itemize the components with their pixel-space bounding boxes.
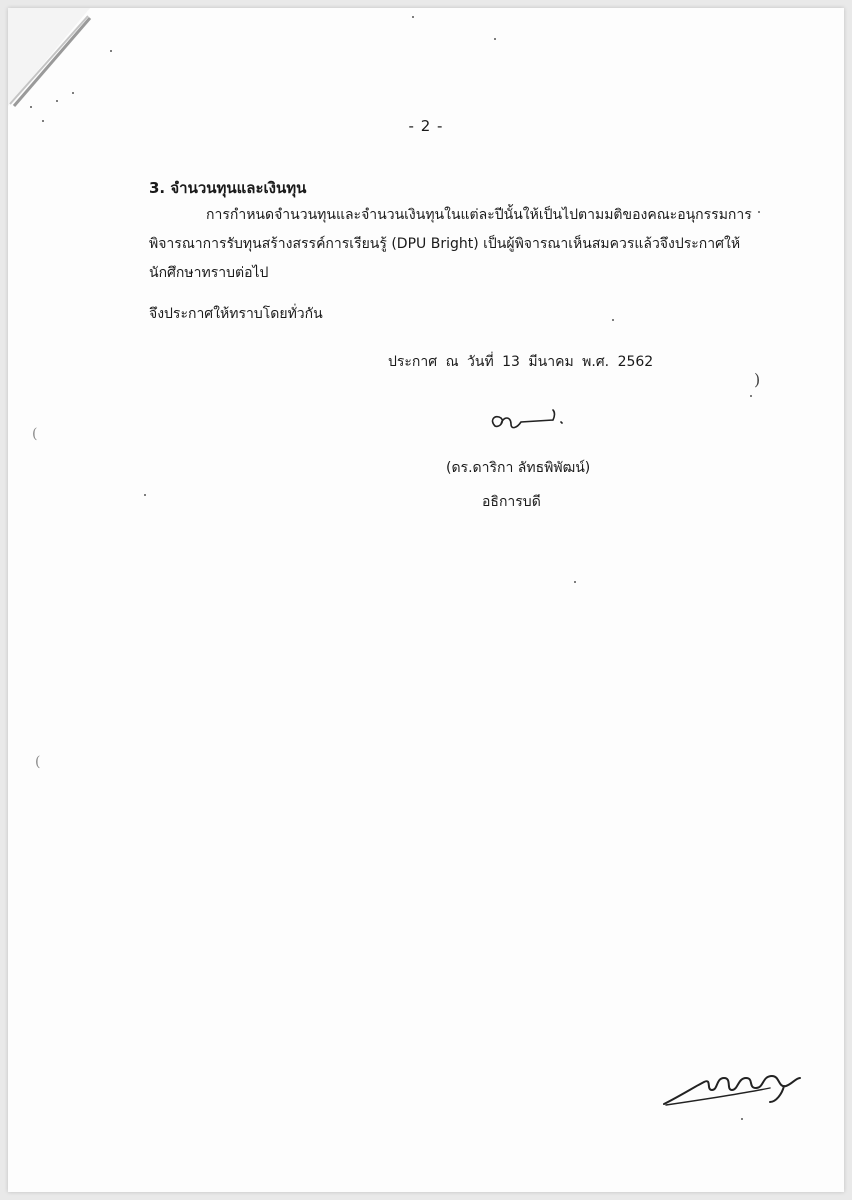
scan-speck [144,494,146,496]
section-paragraph [149,201,752,288]
announcement-date: ประกาศ ณ วันที่ 13 มีนาคม พ.ศ. 2562 [388,354,654,370]
signature-image [481,404,571,438]
section-heading: 3. จำนวนทุนและเงินทุน [149,179,307,197]
scan-mark: ) [754,370,761,389]
scan-speck [30,106,32,108]
page-number: - 2 - [408,117,444,135]
signatory-title: อธิการบดี [482,494,541,510]
scan-speck [42,120,44,122]
scan-speck [612,319,614,321]
scan-speck [412,16,414,18]
document-page [8,8,844,1192]
scan-speck [741,1118,743,1120]
scan-speck [72,92,74,94]
folded-corner-mark [8,8,108,108]
paragraph-line: นักศึกษาทราบต่อไป [149,265,269,281]
initials-signature-image [660,1064,810,1109]
scan-speck [574,581,576,583]
scan-speck [56,100,58,102]
signatory-name: (ดร.ดาริกา ลัทธพิพัฒน์) [446,460,591,476]
scan-speck [758,211,760,213]
scan-mark: ( [32,426,38,442]
paragraph-line: พิจารณาการรับทุนสร้างสรรค์การเรียนรู้ (DPU Bright) เป็นผู้พิจารณาเห็นสมควรแล้วจึงประกาศให้ [149,236,741,252]
scan-speck [750,395,752,397]
paragraph-line: การกำหนดจำนวนทุนและจำนวนเงินทุนในแต่ละปีนั้นให้เป็นไปตามมติของคณะอนุกรรมการ [206,207,752,223]
scan-speck [110,50,112,52]
scan-mark: ( [35,754,41,770]
scan-speck [494,38,496,40]
closing-statement: จึงประกาศให้ทราบโดยทั่วกัน [149,306,323,322]
